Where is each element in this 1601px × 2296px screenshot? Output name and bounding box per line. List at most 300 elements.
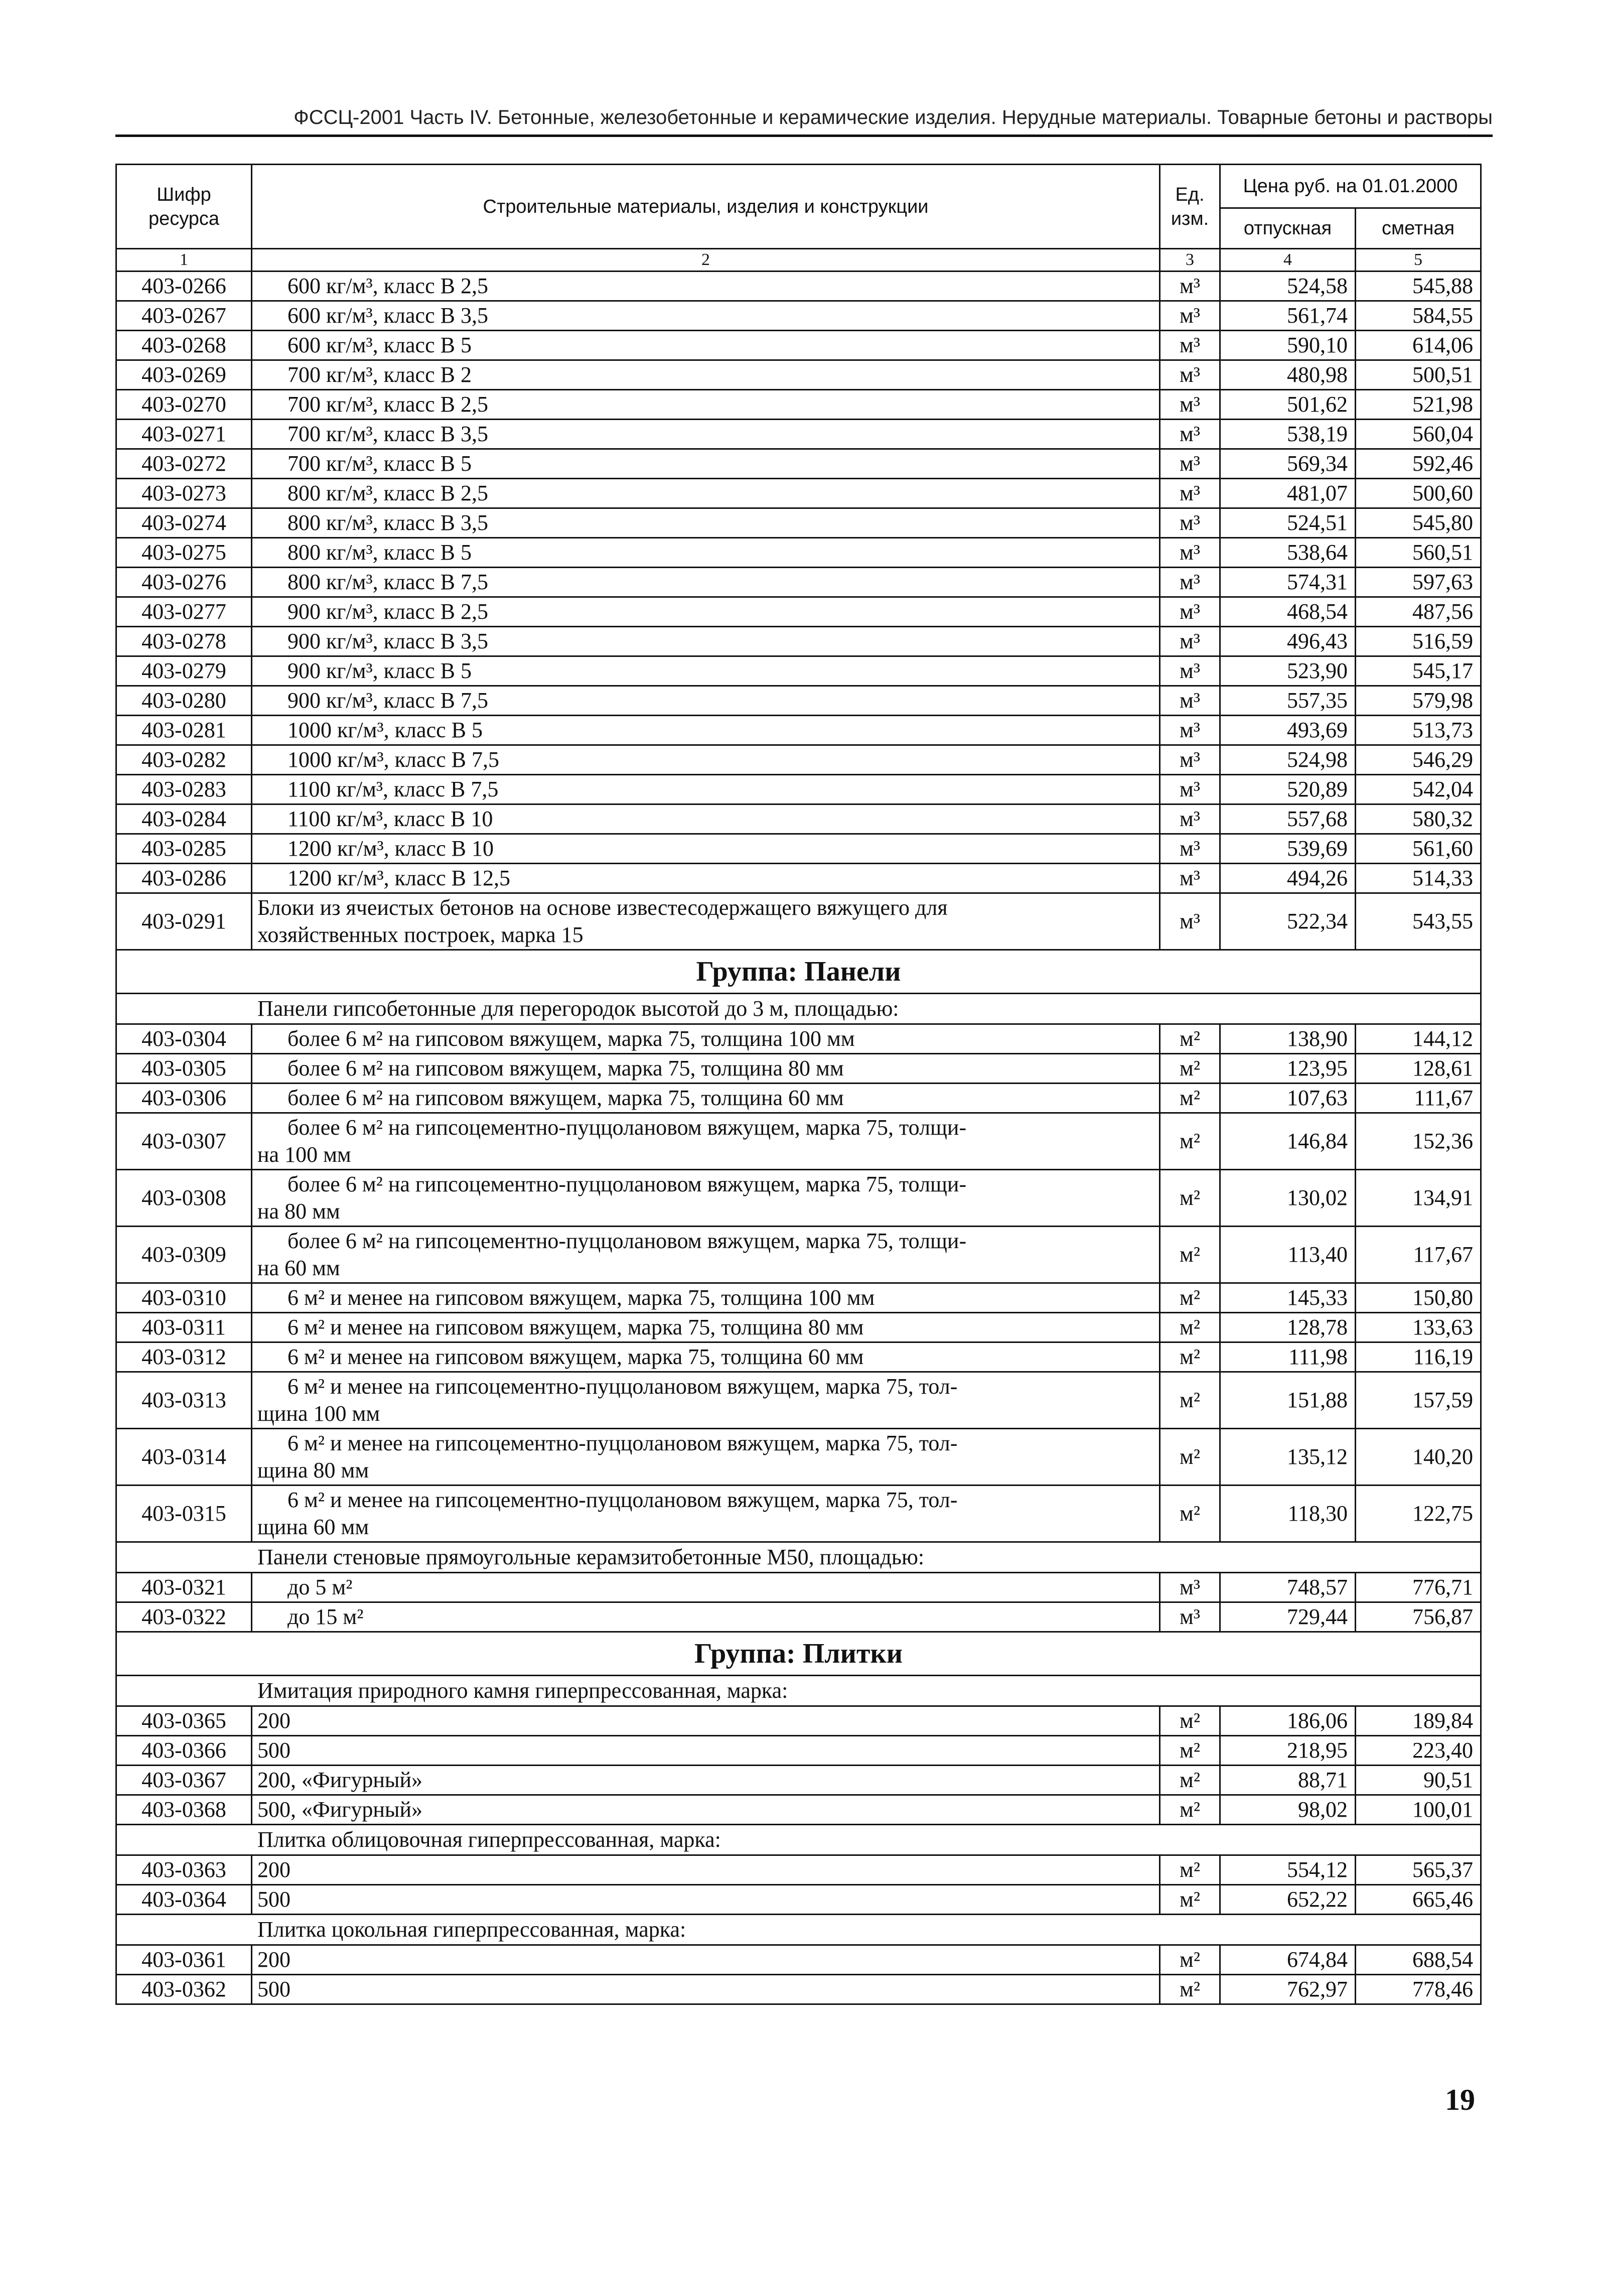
subheading-text: Панели гипсобетонные для перегородок высотой до 3 м, площадью: (116, 994, 1481, 1024)
walls-body (116, 1573, 1481, 1632)
panels-body (116, 1024, 1481, 1542)
row-unit: м³ (1160, 686, 1220, 716)
row-code: 403-0368 (116, 1795, 252, 1825)
row-release-price: 569,34 (1220, 449, 1356, 479)
group-heading-panels (116, 950, 1481, 994)
row-description (252, 1024, 1160, 1054)
row-unit: м³ (1160, 804, 1220, 834)
subheading-row (116, 994, 1481, 1024)
row-code: 403-0313 (116, 1372, 252, 1429)
row-unit: м² (1160, 1855, 1220, 1885)
group-title: Группа: Панели (116, 950, 1481, 994)
running-header: ФССЦ-2001 Часть IV. Бетонные, железобетонные и керамические изделия. Нерудные материалы. Товарные бетоны и растворы (294, 106, 1493, 128)
row-description-line: более 6 м² на гипсовом вяжущем, марка 75, толщина 80 мм (287, 1056, 844, 1081)
row-estimate-price: 128,61 (1356, 1054, 1481, 1084)
row-code: 403-0266 (116, 272, 252, 301)
col-header-release: отпускная (1220, 208, 1356, 249)
row-unit: м² (1160, 1975, 1220, 2004)
row-estimate-price: 150,80 (1356, 1283, 1481, 1313)
row-estimate-price: 580,32 (1356, 804, 1481, 834)
row-release-price: 146,84 (1220, 1113, 1356, 1170)
row-release-price: 468,54 (1220, 597, 1356, 627)
row-unit: м³ (1160, 597, 1220, 627)
row-estimate-price: 116,19 (1356, 1342, 1481, 1372)
row-description: 600 кг/м³, класс В 2,5 (252, 272, 1160, 301)
row-code: 403-0305 (116, 1054, 252, 1084)
row-code: 403-0314 (116, 1429, 252, 1485)
row-code: 403-0315 (116, 1485, 252, 1542)
row-release-price: 538,19 (1220, 420, 1356, 449)
row-description: 800 кг/м³, класс В 2,5 (252, 479, 1160, 508)
row-release-price: 538,64 (1220, 538, 1356, 568)
row-description: 800 кг/м³, класс В 7,5 (252, 568, 1160, 597)
row-estimate-price: 545,80 (1356, 508, 1481, 538)
row-estimate-price: 579,98 (1356, 686, 1481, 716)
row-description (252, 1113, 1160, 1170)
row-description: 700 кг/м³, класс В 5 (252, 449, 1160, 479)
row-description (252, 1227, 1160, 1283)
table-row (116, 1706, 1481, 1736)
column-numbers-row (116, 249, 1481, 272)
row-release-price: 524,98 (1220, 745, 1356, 775)
row-code: 403-0286 (116, 864, 252, 893)
row-release-price: 561,74 (1220, 301, 1356, 331)
table-row (116, 508, 1481, 538)
table-row (116, 1084, 1481, 1113)
row-unit: м³ (1160, 449, 1220, 479)
row-code: 403-0307 (116, 1113, 252, 1170)
row-description: 500 (252, 1736, 1160, 1766)
subheading-text: Панели стеновые прямоугольные керамзитобетонные М50, площадью: (116, 1542, 1481, 1573)
col-number: 1 (116, 249, 252, 272)
row-unit: м³ (1160, 775, 1220, 804)
row-description: 500 (252, 1885, 1160, 1915)
row-release-price: 128,78 (1220, 1313, 1356, 1342)
row-description-line: щина 60 мм (257, 1515, 369, 1539)
row-unit: м³ (1160, 390, 1220, 420)
row-code: 403-0361 (116, 1945, 252, 1975)
table-row (116, 1602, 1481, 1632)
table-row (116, 1054, 1481, 1084)
row-code: 403-0278 (116, 627, 252, 656)
row-description (252, 893, 1160, 950)
row-unit: м² (1160, 1795, 1220, 1825)
row-unit: м² (1160, 1113, 1220, 1170)
row-release-price: 107,63 (1220, 1084, 1356, 1113)
row-estimate-price: 756,87 (1356, 1602, 1481, 1632)
price-table-container (115, 164, 1480, 2005)
row-description: 700 кг/м³, класс В 2,5 (252, 390, 1160, 420)
row-release-price: 496,43 (1220, 627, 1356, 656)
row-release-price: 539,69 (1220, 834, 1356, 864)
row-unit: м³ (1160, 1602, 1220, 1632)
row-estimate-price: 223,40 (1356, 1736, 1481, 1766)
row-code: 403-0280 (116, 686, 252, 716)
table-row (116, 775, 1481, 804)
col-header-code: Шифр ресурса (116, 165, 252, 249)
row-unit: м³ (1160, 508, 1220, 538)
row-code: 403-0285 (116, 834, 252, 864)
stone-body (116, 1706, 1481, 1825)
row-code: 403-0306 (116, 1084, 252, 1113)
row-description (252, 1372, 1160, 1429)
table-row (116, 834, 1481, 864)
row-release-price: 501,62 (1220, 390, 1356, 420)
row-estimate-price: 546,29 (1356, 745, 1481, 775)
row-code: 403-0291 (116, 893, 252, 950)
table-row (116, 301, 1481, 331)
row-description (252, 1283, 1160, 1313)
row-estimate-price: 133,63 (1356, 1313, 1481, 1342)
table-row (116, 449, 1481, 479)
row-estimate-price: 117,67 (1356, 1227, 1481, 1283)
row-estimate-price: 111,67 (1356, 1084, 1481, 1113)
row-estimate-price: 514,33 (1356, 864, 1481, 893)
row-description: 700 кг/м³, класс В 2 (252, 360, 1160, 390)
row-description: 900 кг/м³, класс В 2,5 (252, 597, 1160, 627)
col-number: 2 (252, 249, 1160, 272)
row-code: 403-0269 (116, 360, 252, 390)
row-release-price: 554,12 (1220, 1855, 1356, 1885)
row-estimate-price: 144,12 (1356, 1024, 1481, 1054)
row-release-price: 674,84 (1220, 1945, 1356, 1975)
table-row (116, 1227, 1481, 1283)
row-code: 403-0271 (116, 420, 252, 449)
row-description: до 15 м² (252, 1602, 1160, 1632)
row-description: до 5 м² (252, 1573, 1160, 1602)
row-code: 403-0284 (116, 804, 252, 834)
row-release-price: 186,06 (1220, 1706, 1356, 1736)
row-estimate-price: 584,55 (1356, 301, 1481, 331)
table-row (116, 716, 1481, 745)
row-description: 1100 кг/м³, класс В 10 (252, 804, 1160, 834)
row-release-price: 493,69 (1220, 716, 1356, 745)
row-unit: м² (1160, 1283, 1220, 1313)
row-release-price: 481,07 (1220, 479, 1356, 508)
subheading-row (116, 1676, 1481, 1706)
row-release-price: 111,98 (1220, 1342, 1356, 1372)
row-release-price: 524,51 (1220, 508, 1356, 538)
row-unit: м³ (1160, 568, 1220, 597)
row-description (252, 1485, 1160, 1542)
row-description: 1000 кг/м³, класс В 5 (252, 716, 1160, 745)
row-unit: м² (1160, 1170, 1220, 1227)
row-estimate-price: 545,17 (1356, 656, 1481, 686)
row-code: 403-0267 (116, 301, 252, 331)
row-release-price: 135,12 (1220, 1429, 1356, 1485)
row-release-price: 524,58 (1220, 272, 1356, 301)
col-number: 3 (1160, 249, 1220, 272)
row-code: 403-0367 (116, 1766, 252, 1795)
price-table (115, 164, 1482, 2005)
row-code: 403-0363 (116, 1855, 252, 1885)
row-release-price: 522,34 (1220, 893, 1356, 950)
row-unit: м³ (1160, 627, 1220, 656)
row-description-line: более 6 м² на гипсоцементно-пуццолановом вяжущем, марка 75, толщи- (287, 1229, 967, 1253)
table-row (116, 656, 1481, 686)
row-description: 600 кг/м³, класс В 3,5 (252, 301, 1160, 331)
row-description-line: 6 м² и менее на гипсовом вяжущем, марка 75, толщина 80 мм (287, 1315, 864, 1339)
row-estimate-price: 122,75 (1356, 1485, 1481, 1542)
row-description (252, 1429, 1160, 1485)
col-header-unit: Ед. изм. (1160, 165, 1220, 249)
row-code: 403-0365 (116, 1706, 252, 1736)
row-description-line: более 6 м² на гипсоцементно-пуццолановом вяжущем, марка 75, толщи- (287, 1172, 967, 1196)
row-description: 800 кг/м³, класс В 3,5 (252, 508, 1160, 538)
table-row (116, 597, 1481, 627)
row-code: 403-0362 (116, 1975, 252, 2004)
row-estimate-price: 543,55 (1356, 893, 1481, 950)
row-description: 1100 кг/м³, класс В 7,5 (252, 775, 1160, 804)
row-estimate-price: 560,04 (1356, 420, 1481, 449)
row-description-line: 6 м² и менее на гипсовом вяжущем, марка 75, толщина 100 мм (287, 1285, 875, 1310)
table-row (116, 360, 1481, 390)
row-code: 403-0277 (116, 597, 252, 627)
row-description-line: хозяйственных построек, марка 15 (257, 922, 584, 947)
table-row (116, 1372, 1481, 1429)
col-number: 4 (1220, 249, 1356, 272)
row-code: 403-0322 (116, 1602, 252, 1632)
row-estimate-price: 521,98 (1356, 390, 1481, 420)
table-row (116, 745, 1481, 775)
table-row (116, 1945, 1481, 1975)
row-code: 403-0281 (116, 716, 252, 745)
subheading-text: Плитка цокольная гиперпрессованная, марка: (116, 1915, 1481, 1945)
row-description-line: 6 м² и менее на гипсовом вяжущем, марка 75, толщина 60 мм (287, 1344, 864, 1369)
row-code: 403-0366 (116, 1736, 252, 1766)
row-unit: м³ (1160, 479, 1220, 508)
row-release-price: 145,33 (1220, 1283, 1356, 1313)
table-row (116, 864, 1481, 893)
row-release-price: 218,95 (1220, 1736, 1356, 1766)
row-unit: м² (1160, 1024, 1220, 1054)
row-estimate-price: 776,71 (1356, 1573, 1481, 1602)
row-unit: м² (1160, 1429, 1220, 1485)
row-release-price: 590,10 (1220, 331, 1356, 360)
row-release-price: 88,71 (1220, 1766, 1356, 1795)
row-unit: м² (1160, 1054, 1220, 1084)
table-row (116, 390, 1481, 420)
table-row (116, 627, 1481, 656)
row-estimate-price: 614,06 (1356, 331, 1481, 360)
row-description: 1000 кг/м³, класс В 7,5 (252, 745, 1160, 775)
row-unit: м² (1160, 1766, 1220, 1795)
row-description (252, 1342, 1160, 1372)
table-row (116, 1342, 1481, 1372)
row-release-price: 748,57 (1220, 1573, 1356, 1602)
table-row (116, 1885, 1481, 1915)
table-row (116, 568, 1481, 597)
section-blocks-body (116, 272, 1481, 893)
row-unit: м³ (1160, 331, 1220, 360)
table-row (116, 420, 1481, 449)
row-description: 800 кг/м³, класс В 5 (252, 538, 1160, 568)
row-unit: м³ (1160, 360, 1220, 390)
row-unit: м² (1160, 1885, 1220, 1915)
row-release-price: 557,35 (1220, 686, 1356, 716)
subheading-text: Имитация природного камня гиперпрессованная, марка: (116, 1676, 1481, 1706)
row-estimate-price: 665,46 (1356, 1885, 1481, 1915)
row-unit: м³ (1160, 1573, 1220, 1602)
row-release-price: 523,90 (1220, 656, 1356, 686)
table-row (116, 1573, 1481, 1602)
row-estimate-price: 545,88 (1356, 272, 1481, 301)
row-estimate-price: 100,01 (1356, 1795, 1481, 1825)
row-estimate-price: 487,56 (1356, 597, 1481, 627)
row-code: 403-0276 (116, 568, 252, 597)
row-estimate-price: 565,37 (1356, 1855, 1481, 1885)
row-description-line: на 100 мм (257, 1142, 351, 1167)
row-description-line: 6 м² и менее на гипсоцементно-пуццолановом вяжущем, марка 75, тол- (287, 1488, 958, 1512)
row-estimate-price: 500,51 (1356, 360, 1481, 390)
row-release-price: 729,44 (1220, 1602, 1356, 1632)
row-release-price: 480,98 (1220, 360, 1356, 390)
row-code: 403-0311 (116, 1313, 252, 1342)
col-header-desc: Строительные материалы, изделия и конструкции (252, 165, 1160, 249)
row-code: 403-0310 (116, 1283, 252, 1313)
row-code: 403-0308 (116, 1170, 252, 1227)
row-estimate-price: 597,63 (1356, 568, 1481, 597)
row-code: 403-0282 (116, 745, 252, 775)
row-description-line: Блоки из ячеистых бетонов на основе известесодержащего вяжущего для (257, 895, 948, 920)
table-row (116, 479, 1481, 508)
row-description-line: на 60 мм (257, 1256, 340, 1280)
facing-body (116, 1855, 1481, 1915)
row-description: 200 (252, 1706, 1160, 1736)
row-code: 403-0304 (116, 1024, 252, 1054)
row-code: 403-0309 (116, 1227, 252, 1283)
row-description: 900 кг/м³, класс В 7,5 (252, 686, 1160, 716)
row-release-price: 574,31 (1220, 568, 1356, 597)
row-unit: м³ (1160, 893, 1220, 950)
table-row (116, 1795, 1481, 1825)
row-estimate-price: 140,20 (1356, 1429, 1481, 1485)
row-description (252, 1170, 1160, 1227)
header-rule (115, 134, 1493, 137)
table-row (116, 893, 1481, 950)
table-row (116, 1766, 1481, 1795)
row-estimate-price: 157,59 (1356, 1372, 1481, 1429)
row-description (252, 1313, 1160, 1342)
row-unit: м³ (1160, 864, 1220, 893)
row-description-line: 6 м² и менее на гипсоцементно-пуццолановом вяжущем, марка 75, тол- (287, 1431, 958, 1455)
row-description-line: на 80 мм (257, 1199, 340, 1224)
row-estimate-price: 592,46 (1356, 449, 1481, 479)
row-estimate-price: 90,51 (1356, 1766, 1481, 1795)
table-row (116, 1113, 1481, 1170)
row-unit: м² (1160, 1736, 1220, 1766)
table-header-row (116, 165, 1481, 208)
row-estimate-price: 560,51 (1356, 538, 1481, 568)
row-unit: м² (1160, 1706, 1220, 1736)
row-estimate-price: 189,84 (1356, 1706, 1481, 1736)
table-row (116, 331, 1481, 360)
row-code: 403-0275 (116, 538, 252, 568)
row-unit: м³ (1160, 716, 1220, 745)
row-estimate-price: 513,73 (1356, 716, 1481, 745)
row-code: 403-0272 (116, 449, 252, 479)
subheading-text: Плитка облицовочная гиперпрессованная, марка: (116, 1825, 1481, 1855)
col-header-estimate: сметная (1356, 208, 1481, 249)
row-code: 403-0274 (116, 508, 252, 538)
row-release-price: 520,89 (1220, 775, 1356, 804)
row-description: 900 кг/м³, класс В 5 (252, 656, 1160, 686)
row-description: 200, «Фигурный» (252, 1766, 1160, 1795)
row-description: 200 (252, 1945, 1160, 1975)
row-estimate-price: 561,60 (1356, 834, 1481, 864)
row-unit: м³ (1160, 420, 1220, 449)
row-estimate-price: 516,59 (1356, 627, 1481, 656)
row-description (252, 1084, 1160, 1113)
row-release-price: 118,30 (1220, 1485, 1356, 1542)
row-unit: м² (1160, 1084, 1220, 1113)
table-row (116, 686, 1481, 716)
group-title: Группа: Плитки (116, 1632, 1481, 1676)
table-row (116, 1855, 1481, 1885)
row-release-price: 113,40 (1220, 1227, 1356, 1283)
row-description: 500 (252, 1975, 1160, 2004)
subheading-row (116, 1915, 1481, 1945)
row-description: 900 кг/м³, класс В 3,5 (252, 627, 1160, 656)
row-description-line: 6 м² и менее на гипсоцементно-пуццолановом вяжущем, марка 75, тол- (287, 1374, 958, 1399)
row-estimate-price: 134,91 (1356, 1170, 1481, 1227)
table-row (116, 538, 1481, 568)
col-header-price: Цена руб. на 01.01.2000 (1220, 165, 1481, 208)
row-release-price: 762,97 (1220, 1975, 1356, 2004)
row-release-price: 130,02 (1220, 1170, 1356, 1227)
row-description-line: более 6 м² на гипсоцементно-пуццолановом вяжущем, марка 75, толщи- (287, 1115, 967, 1140)
subheading-row (116, 1825, 1481, 1855)
row-code: 403-0268 (116, 331, 252, 360)
row-unit: м² (1160, 1372, 1220, 1429)
table-row (116, 1736, 1481, 1766)
row-code: 403-0270 (116, 390, 252, 420)
row-unit: м³ (1160, 745, 1220, 775)
row-unit: м² (1160, 1342, 1220, 1372)
row-code: 403-0321 (116, 1573, 252, 1602)
row-release-price: 494,26 (1220, 864, 1356, 893)
row-unit: м³ (1160, 834, 1220, 864)
row-estimate-price: 152,36 (1356, 1113, 1481, 1170)
plinth-body (116, 1945, 1481, 2004)
row-unit: м² (1160, 1485, 1220, 1542)
col-number: 5 (1356, 249, 1481, 272)
row-unit: м³ (1160, 301, 1220, 331)
row-description: 700 кг/м³, класс В 3,5 (252, 420, 1160, 449)
page-number: 19 (1445, 2083, 1475, 2116)
row-code: 403-0364 (116, 1885, 252, 1915)
table-row (116, 272, 1481, 301)
row-unit: м³ (1160, 656, 1220, 686)
row-unit: м² (1160, 1227, 1220, 1283)
row-code: 403-0273 (116, 479, 252, 508)
row-description: 1200 кг/м³, класс В 10 (252, 834, 1160, 864)
row-release-price: 557,68 (1220, 804, 1356, 834)
row-estimate-price: 500,60 (1356, 479, 1481, 508)
row-estimate-price: 542,04 (1356, 775, 1481, 804)
row-description: 200 (252, 1855, 1160, 1885)
row-estimate-price: 778,46 (1356, 1975, 1481, 2004)
row-unit: м² (1160, 1313, 1220, 1342)
row-code: 403-0279 (116, 656, 252, 686)
row-description-line: более 6 м² на гипсовом вяжущем, марка 75, толщина 60 мм (287, 1086, 844, 1110)
row-code: 403-0312 (116, 1342, 252, 1372)
row-description-line: более 6 м² на гипсовом вяжущем, марка 75, толщина 100 мм (287, 1026, 855, 1051)
row-description-line: щина 80 мм (257, 1458, 369, 1482)
row-release-price: 98,02 (1220, 1795, 1356, 1825)
group-heading-tiles (116, 1632, 1481, 1676)
row-description: 500, «Фигурный» (252, 1795, 1160, 1825)
